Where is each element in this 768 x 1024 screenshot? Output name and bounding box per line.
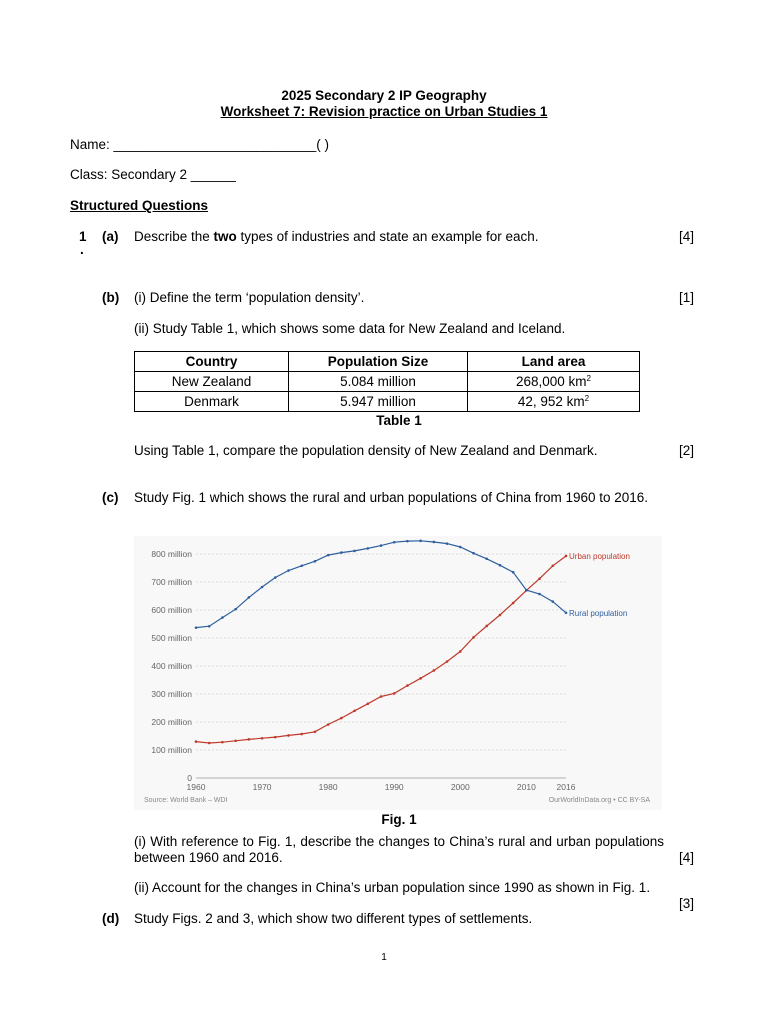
data-point: [248, 596, 251, 599]
data-point: [234, 739, 237, 742]
question-number: 1: [79, 229, 87, 244]
data-point: [261, 586, 264, 589]
data-point: [353, 710, 356, 713]
data-point: [234, 608, 237, 611]
data-point: [366, 547, 369, 550]
data-point: [406, 540, 409, 543]
y-tick-label: 0: [187, 773, 192, 783]
part-b-label: (b): [102, 290, 120, 305]
data-point: [327, 554, 330, 557]
question-number-dot: .: [80, 242, 84, 257]
data-point: [314, 560, 317, 563]
data-point: [472, 636, 475, 639]
data-point: [393, 541, 396, 544]
data-point: [195, 740, 198, 743]
y-tick-label: 400 million: [151, 661, 192, 671]
y-tick-label: 500 million: [151, 633, 192, 643]
part-c-label: (c): [102, 490, 119, 505]
data-point: [366, 703, 369, 706]
data-point: [300, 564, 303, 567]
data-point: [419, 677, 422, 680]
data-point: [551, 600, 554, 603]
part-c-text: Study Fig. 1 which shows the rural and urban populations of China from 1960 to 2016.: [134, 490, 649, 505]
data-point: [446, 660, 449, 663]
series-label: Urban population: [569, 551, 630, 561]
data-point: [512, 602, 515, 605]
data-point: [459, 546, 462, 549]
data-table: [134, 351, 640, 412]
x-tick-label: 1970: [252, 782, 272, 792]
data-point: [261, 737, 264, 740]
data-point: [472, 552, 475, 555]
table-row: [135, 392, 640, 412]
x-tick-label: 1960: [186, 782, 206, 792]
part-b-i-text: (i) Define the term ‘population density’.: [134, 290, 365, 305]
data-point: [380, 695, 383, 698]
part-c-i-text: (i) With reference to Fig. 1, describe the changes to China’s rural and urban populations between 1960 and 2016.: [134, 834, 664, 865]
part-d-label: (d): [102, 911, 120, 926]
data-point: [274, 576, 277, 579]
population-line-chart: [134, 536, 662, 810]
data-point: [459, 650, 462, 653]
data-point: [380, 544, 383, 547]
table-row: [135, 372, 640, 392]
data-point: [274, 736, 277, 739]
part-b-compare-marks: [2]: [678, 443, 694, 458]
part-c-i-marks: [4]: [678, 850, 694, 865]
chart-source-right: OurWorldInData.org • CC BY-SA: [548, 797, 650, 804]
table-cell: 268,000 $km^2$: [468, 372, 640, 392]
data-point: [287, 569, 290, 572]
table-cell: 5.947 million: [289, 392, 468, 412]
data-point: [499, 564, 502, 567]
data-point: [446, 542, 449, 545]
data-point: [512, 571, 515, 574]
data-point: [195, 626, 198, 629]
y-tick-label: 100 million: [151, 745, 192, 755]
data-point: [565, 555, 568, 558]
data-point: [208, 625, 211, 628]
data-point: [393, 692, 396, 695]
data-point: [419, 540, 422, 543]
part-c-ii-text: (ii) Account for the changes in China’s urban population since 1990 as shown in Fig. 1.: [134, 880, 651, 895]
figure-caption: Fig. 1: [381, 812, 417, 827]
y-tick-label: 200 million: [151, 717, 192, 727]
part-c-ii-marks: [3]: [678, 896, 694, 911]
data-point: [327, 723, 330, 726]
worksheet-title: 2025 Secondary 2 IP Geography: [281, 88, 487, 103]
page-number: 1: [381, 952, 387, 963]
data-point: [300, 733, 303, 736]
part-d-text: Study Figs. 2 and 3, which show two different types of settlements.: [134, 911, 533, 926]
data-point: [525, 589, 528, 592]
table-header-country: Country: [135, 352, 289, 372]
table-cell: Denmark: [135, 392, 289, 412]
y-tick-label: 800 million: [151, 549, 192, 559]
data-point: [433, 669, 436, 672]
part-b-i-marks: [1]: [678, 290, 694, 305]
table-caption: Table 1: [376, 413, 422, 428]
data-point: [314, 731, 317, 734]
data-point: [353, 550, 356, 553]
y-tick-label: 300 million: [151, 689, 192, 699]
data-point: [406, 684, 409, 687]
x-tick-label: 2010: [516, 782, 536, 792]
data-point: [499, 614, 502, 617]
x-tick-label: 1980: [318, 782, 338, 792]
data-point: [538, 593, 541, 596]
x-tick-label: 2000: [450, 782, 470, 792]
table-header-row: [135, 352, 640, 372]
series-label: Rural population: [569, 608, 628, 618]
data-point: [433, 541, 436, 544]
data-point: [340, 551, 343, 554]
data-point: [485, 625, 488, 628]
table-cell: 5.084 million: [289, 372, 468, 392]
data-point: [221, 741, 224, 744]
data-point: [538, 577, 541, 580]
x-tick-label: 2016: [556, 782, 576, 792]
data-point: [287, 734, 290, 737]
data-point: [221, 616, 224, 619]
y-tick-label: 700 million: [151, 577, 192, 587]
part-a-marks: [4]: [678, 229, 694, 244]
data-point: [340, 717, 343, 720]
worksheet-subtitle: Worksheet 7: Revision practice on Urban Studies 1: [220, 104, 548, 119]
table-cell: New Zealand: [135, 372, 289, 392]
chart-source-left: Source: World Bank – WDI: [144, 797, 228, 804]
part-a-label: (a): [102, 229, 119, 244]
name-field-label: Name: ___________________________( ): [70, 137, 329, 152]
class-field-label: Class: Secondary 2 ______: [70, 167, 236, 182]
chart-background: [134, 536, 662, 810]
table-cell: 42, 952 $km^2$: [468, 392, 640, 412]
data-point: [208, 742, 211, 745]
section-title: Structured Questions: [70, 198, 209, 213]
x-tick-label: 1990: [384, 782, 404, 792]
part-b-ii-text: (ii) Study Table 1, which shows some data for New Zealand and Iceland.: [134, 321, 566, 336]
data-point: [551, 564, 554, 567]
data-point: [485, 557, 488, 560]
table-header-population: Population Size: [289, 352, 468, 372]
part-b-compare-text: Using Table 1, compare the population density of New Zealand and Denmark.: [134, 443, 598, 458]
table-header-land-area: Land area: [468, 352, 640, 372]
data-point: [565, 612, 568, 615]
y-tick-label: 600 million: [151, 605, 192, 615]
part-a-text: Describe the two types of industries and state an example for each.: [134, 229, 539, 244]
data-point: [248, 738, 251, 741]
